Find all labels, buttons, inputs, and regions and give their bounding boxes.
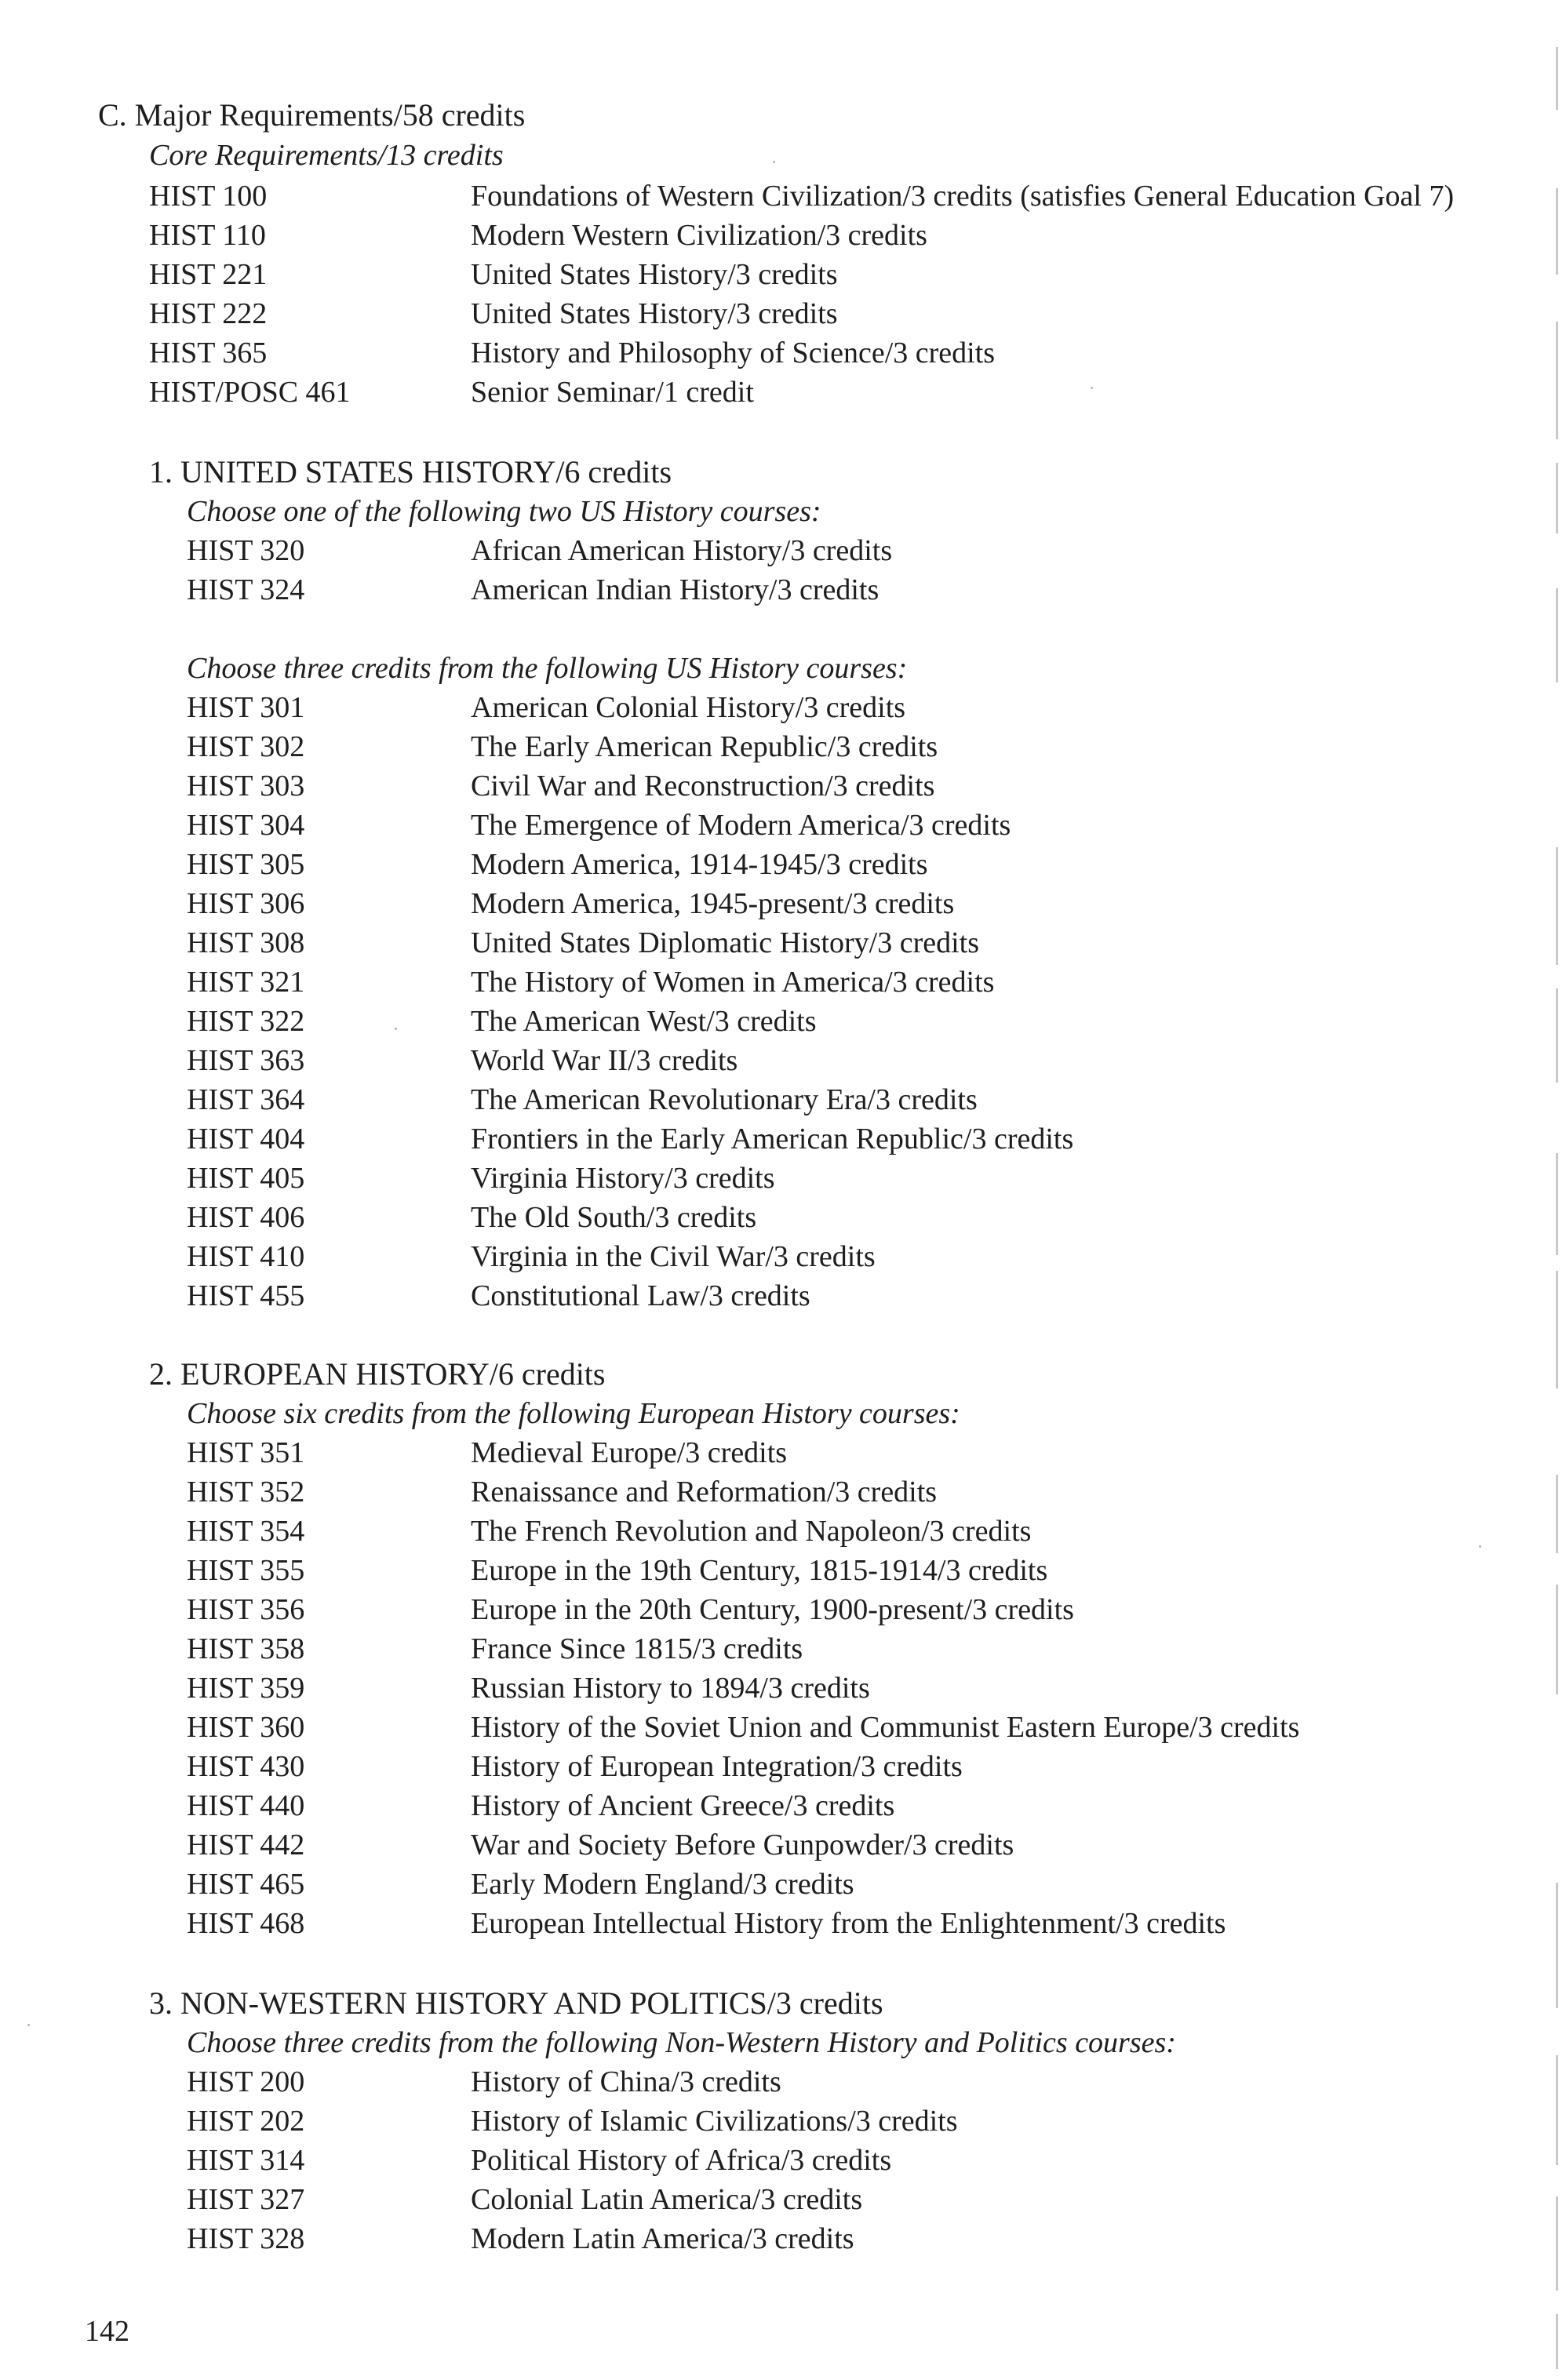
course-code: HIST 304 <box>187 809 305 842</box>
core-requirements-heading: Core Requirements/13 credits <box>149 139 504 172</box>
scan-speck <box>773 161 775 163</box>
course-title: The Early American Republic/3 credits <box>471 730 938 763</box>
course-title: History of Islamic Civilizations/3 credits <box>471 2105 958 2138</box>
course-title: History of the Soviet Union and Communist Eastern Europe/3 credits <box>471 1711 1300 1744</box>
scan-edge-mark <box>1556 1475 1558 1553</box>
scan-edge-mark <box>1556 2055 1558 2165</box>
course-title: Civil War and Reconstruction/3 credits <box>471 770 935 802</box>
course-code: HIST 405 <box>187 1162 305 1195</box>
course-title: Political History of Africa/3 credits <box>471 2144 892 2177</box>
course-title: European Intellectual History from the Enlightenment/3 credits <box>471 1907 1226 1940</box>
scan-edge-mark <box>1556 1883 1558 2008</box>
course-code: HIST 440 <box>187 1789 305 1822</box>
course-title: Foundations of Western Civilization/3 credits (satisfies General Education Goal 7) <box>471 180 1455 213</box>
course-title: Modern Western Civilization/3 credits <box>471 219 927 252</box>
course-code: HIST 358 <box>187 1632 305 1665</box>
course-code: HIST 302 <box>187 730 305 763</box>
scan-speck <box>27 2024 30 2026</box>
course-title: American Indian History/3 credits <box>471 573 880 606</box>
course-code: HIST 301 <box>187 691 305 724</box>
course-title: American Colonial History/3 credits <box>471 691 906 724</box>
scan-edge-mark <box>1556 322 1558 439</box>
course-code: HIST 442 <box>187 1829 305 1861</box>
us-group1-instruction: Choose one of the following two US History courses: <box>187 495 821 528</box>
course-title: Colonial Latin America/3 credits <box>471 2183 863 2216</box>
course-code: HIST 306 <box>187 887 305 920</box>
scan-edge-mark <box>1556 847 1558 965</box>
scan-edge-mark <box>1556 463 1558 533</box>
course-code: HIST 308 <box>187 926 305 959</box>
course-title: United States History/3 credits <box>471 297 838 330</box>
course-title: History of European Integration/3 credits <box>471 1750 963 1783</box>
course-code: HIST 356 <box>187 1593 305 1626</box>
course-code: HIST 363 <box>187 1044 305 1077</box>
course-code: HIST 320 <box>187 534 305 567</box>
course-title: War and Society Before Gunpowder/3 credits <box>471 1829 1014 1861</box>
course-code: HIST 352 <box>187 1476 305 1508</box>
course-title: Frontiers in the Early American Republic/3 credits <box>471 1123 1074 1155</box>
course-title: Modern America, 1914-1945/3 credits <box>471 848 928 881</box>
course-code: HIST 314 <box>187 2144 305 2177</box>
scan-edge-mark <box>1556 1153 1558 1255</box>
course-code: HIST 359 <box>187 1672 305 1705</box>
course-code: HIST 110 <box>149 219 266 252</box>
course-title: History of Ancient Greece/3 credits <box>471 1789 895 1822</box>
scan-edge-mark <box>1556 588 1558 682</box>
course-title: Europe in the 19th Century, 1815-1914/3 credits <box>471 1554 1048 1587</box>
scan-speck <box>395 1028 397 1030</box>
course-title: Constitutional Law/3 credits <box>471 1279 810 1312</box>
course-title: United States History/3 credits <box>471 258 838 291</box>
course-title: United States Diplomatic History/3 credits <box>471 926 980 959</box>
course-title: World War II/3 credits <box>471 1044 738 1077</box>
course-title: Russian History to 1894/3 credits <box>471 1672 870 1705</box>
course-code: HIST 360 <box>187 1711 305 1744</box>
scan-edge-mark <box>1556 2314 1558 2369</box>
course-title: The French Revolution and Napoleon/3 credits <box>471 1515 1032 1548</box>
course-title: History of China/3 credits <box>471 2065 781 2098</box>
course-title: Renaissance and Reformation/3 credits <box>471 1476 938 1508</box>
course-code: HIST 430 <box>187 1750 305 1783</box>
course-title: The Emergence of Modern America/3 credits <box>471 809 1011 842</box>
europe-instruction: Choose six credits from the following European History courses: <box>187 1397 960 1430</box>
course-code: HIST 364 <box>187 1083 305 1116</box>
major-requirements-heading: C. Major Requirements/58 credits <box>98 97 526 133</box>
course-title: France Since 1815/3 credits <box>471 1632 803 1665</box>
non-western-instruction: Choose three credits from the following Non-Western History and Politics courses: <box>187 2026 1176 2059</box>
course-title: Modern Latin America/3 credits <box>471 2222 854 2255</box>
course-code: HIST 404 <box>187 1123 305 1155</box>
course-title: African American History/3 credits <box>471 534 893 567</box>
course-title: Modern America, 1945-present/3 credits <box>471 887 955 920</box>
course-title: Europe in the 20th Century, 1900-present/3 credits <box>471 1593 1074 1626</box>
course-code: HIST 200 <box>187 2065 305 2098</box>
course-title: Medieval Europe/3 credits <box>471 1436 788 1469</box>
course-title: Virginia in the Civil War/3 credits <box>471 1240 876 1273</box>
scan-edge-mark <box>1556 1271 1558 1388</box>
course-code: HIST 455 <box>187 1279 305 1312</box>
course-code: HIST 202 <box>187 2105 305 2138</box>
scan-edge-mark <box>1556 188 1558 275</box>
page-number: 142 <box>85 2315 129 2348</box>
course-code: HIST 222 <box>149 297 268 330</box>
course-title: Senior Seminar/1 credit <box>471 376 754 409</box>
scan-speck <box>1479 1545 1481 1548</box>
non-western-history-heading: 3. NON-WESTERN HISTORY AND POLITICS/3 credits <box>149 1985 883 2021</box>
course-title: The History of Women in America/3 credits <box>471 966 995 999</box>
course-code: HIST 324 <box>187 573 305 606</box>
course-code: HIST 465 <box>187 1868 305 1901</box>
course-title: Early Modern England/3 credits <box>471 1868 854 1901</box>
course-code: HIST 351 <box>187 1436 305 1469</box>
course-title: History and Philosophy of Science/3 credits <box>471 337 996 369</box>
scan-edge-mark <box>1556 2196 1558 2291</box>
course-code: HIST 305 <box>187 848 305 881</box>
course-code: HIST 100 <box>149 180 268 213</box>
scan-edge-mark <box>1556 988 1558 1083</box>
course-code: HIST 322 <box>187 1005 305 1038</box>
course-code: HIST 303 <box>187 770 305 802</box>
course-code: HIST 327 <box>187 2183 305 2216</box>
course-code: HIST 468 <box>187 1907 305 1940</box>
us-group2-instruction: Choose three credits from the following US History courses: <box>187 652 908 685</box>
course-code: HIST/POSC 461 <box>149 376 351 409</box>
course-title: The Old South/3 credits <box>471 1201 757 1234</box>
course-code: HIST 355 <box>187 1554 305 1587</box>
course-code: HIST 354 <box>187 1515 305 1548</box>
scan-edge-mark <box>1556 1585 1558 1694</box>
course-code: HIST 410 <box>187 1240 305 1273</box>
course-code: HIST 406 <box>187 1201 305 1234</box>
course-title: The American Revolutionary Era/3 credits <box>471 1083 978 1116</box>
scan-edge-mark <box>1556 47 1558 110</box>
course-code: HIST 365 <box>149 337 268 369</box>
course-title: Virginia History/3 credits <box>471 1162 775 1195</box>
course-title: The American West/3 credits <box>471 1005 817 1038</box>
us-history-heading: 1. UNITED STATES HISTORY/6 credits <box>149 454 672 489</box>
european-history-heading: 2. EUROPEAN HISTORY/6 credits <box>149 1356 606 1392</box>
course-code: HIST 328 <box>187 2222 305 2255</box>
scan-speck <box>1091 387 1093 389</box>
course-code: HIST 321 <box>187 966 305 999</box>
course-code: HIST 221 <box>149 258 268 291</box>
